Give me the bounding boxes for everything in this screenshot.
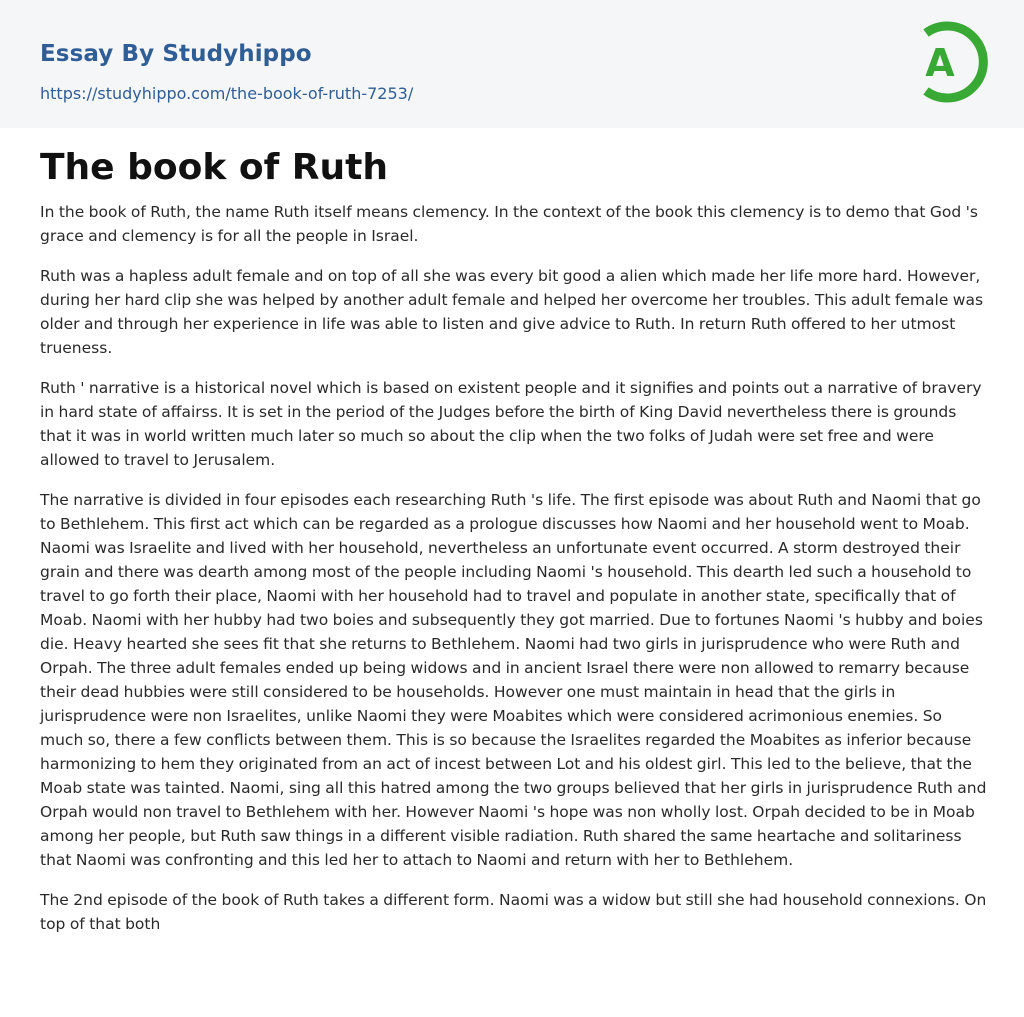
site-header	[0, 0, 1024, 128]
essay-paragraph: Ruth was a hapless adult female and on top of all she was every bit good a alien which made her life more hard. However, during her hard clip she was helped by another adult female and helped her overcome her troubles. This adult female was older and through her experience in life was able to listen and give advice to Ruth. In return Ruth offered to her utmost trueness.	[40, 267, 984, 357]
essay-body	[40, 200, 988, 952]
essay-paragraph: Ruth ' narrative is a historical novel which is based on existent people and it signifies and points out a narrative of bravery in hard state of affairss. It is set in the period of the Judges before the birth of King David nevertheless there is grounds that it was in world written much later so much so about the clip when the two folks of Judah were set free and were allowed to travel to Jerusalem.	[40, 379, 982, 469]
essay-url-link[interactable]: https://studyhippo.com/the-book-of-ruth-7253/	[40, 84, 414, 103]
essay-paragraph: The 2nd episode of the book of Ruth takes a different form. Naomi was a widow but still she had household connexions. On top of that both	[40, 891, 987, 933]
logo-letter: A	[925, 41, 955, 85]
essay-paragraph: The narrative is divided in four episodes each researching Ruth 's life. The first episode was about Ruth and Naomi that go to Bethlehem. This first act which can be regarded as a prologue discusses how Naomi and her household went to Moab. Naomi was Israelite and lived with her household, nevertheless an unfortunate event occurred. A storm destroyed their grain and there was dearth among most of the people including Naomi 's household. This dearth led such a household to travel to go forth their place, Naomi with her household had to travel and populate in another state, specifically that of Moab. Naomi with her hubby had two boies and subsequently they got married. Due to fortunes Naomi 's hubby and boies die. Heavy hearted she sees fit that she returns to Bethlehem. Naomi had two girls in jurisprudence who were Ruth and Orpah. The three adult females ended up being widows and in ancient Israel there were non allowed to remarry because their dead hubbies were still considered to be households. However one must maintain in head that the girls in jurisprudence were non Israelites, unlike Naomi they were Moabites which were considered acrimonious enemies. So much so, there a few conflicts between them. This is so because the Israelites regarded the Moabites as inferior because harmonizing to hem they originated from an act of incest between Lot and his oldest girl. This led to the believe, that the Moab state was tainted. Naomi, sing all this hatred among the two groups believed that her girls in jurisprudence Ruth and Orpah would non travel to Bethlehem with her. However Naomi 's hope was non wholly lost. Orpah decided to be in Moab among her people, but Ruth saw things in a different visible radiation. Ruth shared the same heartache and solitariness that Naomi was confronting and this led her to attach to Naomi and return with her to Bethlehem.	[40, 491, 987, 869]
essay-title: The book of Ruth	[40, 147, 388, 188]
studyhippo-logo-icon[interactable]	[904, 18, 988, 106]
site-brand[interactable]: Essay By Studyhippo	[40, 41, 312, 67]
essay-paragraph: In the book of Ruth, the name Ruth itself means clemency. In the context of the book this clemency is to demo that God 's grace and clemency is for all the people in Israel.	[40, 203, 979, 245]
